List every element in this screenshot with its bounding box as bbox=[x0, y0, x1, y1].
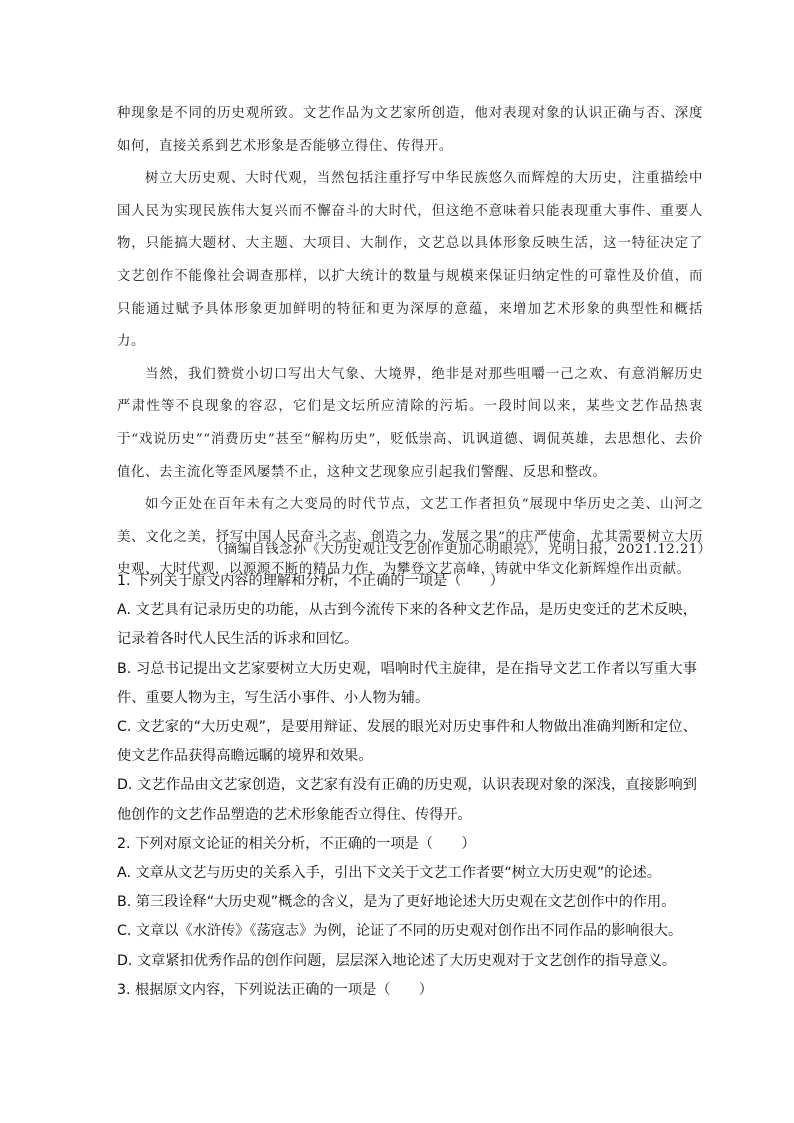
question-list bbox=[117, 567, 697, 1005]
question-stem: 1. 下列关于原文内容的理解和分析，不正确的一项是（ ） bbox=[117, 573, 504, 589]
option-a: A. 文艺具有记录历史的功能，从古到今流传下来的各种文艺作品，是历史变迁的艺术反映，记录着各时代人民生活的诉求和回忆。 bbox=[117, 602, 697, 648]
option-c: C. 文章以《水浒传》《荡寇志》为例，论证了不同的历史观对创作出不同作品的影响很大。 bbox=[117, 923, 683, 940]
option-c: C. 文艺家的“大历史观”，是要用辩证、发展的眼光对历史事件和人物做出准确判断和定位、使文艺作品获得高瞻远瞩的境界和效果。 bbox=[117, 719, 697, 765]
question-2 bbox=[117, 830, 697, 976]
passage-paragraph-3: 当然，我们赞赏小切口写出大气象、大境界，绝非是对那些咀嚼一己之欢、有意消解历史严肃性等不良现象的容忍，它们是文坛所应清除的污垢。一段时间以来，某些文艺作品热衷于“戏说历史”“消费历史”甚至“解构历史”，贬低崇高、讥讽道德、调侃英雄，去思想化、去价值化、去主流化等歪风屡禁不止，这种文艺现象应引起我们警醒、反思和整改。 bbox=[117, 366, 703, 480]
question-3 bbox=[117, 976, 697, 1005]
option-a: A. 文章从文艺与历史的关系入手，引出下文关于文艺工作者要“树立大历史观”的论述。 bbox=[117, 865, 661, 882]
option-b: B. 第三段诠释“大历史观”概念的含义，是为了更好地论述大历史观在文艺创作中的作用。 bbox=[117, 894, 676, 911]
passage-paragraph-2: 树立大历史观、大时代观，当然包括注重抒写中华民族悠久而辉煌的大历史，注重描绘中国人民为实现民族伟大复兴而不懈奋斗的大时代，但这绝不意味着只能表现重大事件、重要人物，只能搞大题材、大主题、大项目、大制作，文艺总以具体形象反映生活，这一特征决定了文艺创作不能像社会调查那样，以扩大统计的数量与规模来保证归纳定性的可靠性及价值，而只能通过赋予具体形象更加鲜明的特征和更为深厚的意蕴，来增加艺术形象的典型性和概括力。 bbox=[117, 171, 703, 350]
question-stem: 3. 根据原文内容，下列说法正确的一项是（ ） bbox=[117, 981, 433, 998]
question-1 bbox=[117, 567, 697, 830]
passage-paragraph-4: 如今正处在百年未有之大变局的时代节点，文艺工作者担负“展现中华历史之美、山河之美、文化之美，抒写中国人民奋斗之志、创造之力、发展之果”的庄严使命，尤其需要树立大历史观、大时代观，以源源不断的精品力作，为攀登文艺高峰，铸就中华文化新辉煌作出贡献。 bbox=[117, 497, 703, 578]
option-b: B. 习总书记提出文艺家要树立大历史观，唱响时代主旋律，是在指导文艺工作者以写重大事件、重要人物为主，写生活小事件、小人物为辅。 bbox=[117, 660, 697, 706]
option-d: D. 文艺作品由文艺家创造，文艺家有没有正确的历史观，认识表现对象的深浅，直接影响到他创作的文艺作品塑造的艺术形象能否立得住、传得开。 bbox=[117, 777, 697, 823]
question-stem: 2. 下列对原文论证的相关分析，不正确的一项是（ ） bbox=[117, 835, 476, 852]
option-d: D. 文章紧扣优秀作品的创作问题，层层深入地论述了大历史观对于文艺创作的指导意义。 bbox=[117, 952, 677, 969]
reading-passage bbox=[117, 98, 703, 587]
source-citation: （摘编自钱念孙《大历史观让文艺创作更加心明眼亮》，光明日报，2021.12.21） bbox=[210, 542, 712, 557]
passage-paragraph-1: 种现象是不同的历史观所致。文艺作品为文艺家所创造，他对表现对象的认识正确与否、深度如何，直接关系到艺术形象是否能够立得住、传得开。 bbox=[117, 106, 703, 154]
